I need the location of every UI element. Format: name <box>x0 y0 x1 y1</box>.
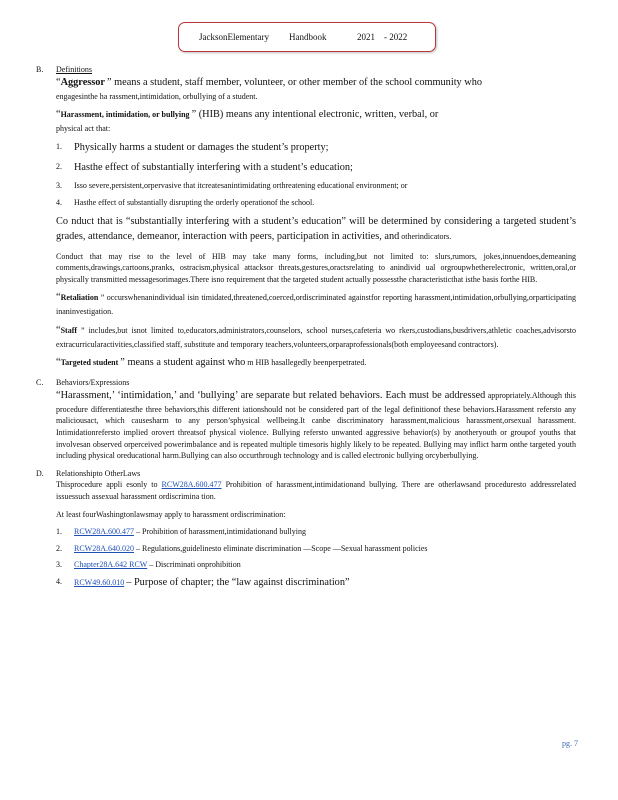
conduct-1-tail: otherindicators. <box>401 231 452 241</box>
section-d-letter: D. <box>36 468 44 478</box>
term-targeted-student: Targeted student <box>60 358 119 368</box>
section-c-letter: C. <box>36 378 44 388</box>
header-year-end: - 2022 <box>384 32 408 42</box>
def-retaliation: “Retaliation ” occurswhenanindividual isin timidated,threatened,coerced,ordiscriminated againstfor reporting harassment,intimidation,orbullying,orparticipating inaninvestigation. <box>56 292 577 317</box>
targeted-text-2: m HIB hasallegedly beenperpetrated. <box>247 358 367 368</box>
law-link[interactable]: RCW49.60.010 <box>74 577 125 587</box>
list-text: Isso severe,persistent,orpervasive that itcreatesanintimidating orthreatening educational environment; or <box>74 181 408 191</box>
header-year-start: 2021 <box>357 32 375 42</box>
aggressor-text: ” means a student, staff member, volunteer, or other member of the school community who <box>107 76 483 88</box>
relationship-text-b: Prohibition of harassment,intimidationand bullying. There are otherlawsand proceduresto addressrelated issuessuch assexual harassment ordiscrimina tion. <box>56 480 577 501</box>
term-aggressor: Aggressor <box>60 76 105 88</box>
section-b-title: Definitions <box>56 65 92 74</box>
list-number: 2. <box>56 543 62 553</box>
retaliation-text: ” occurswhenanindividual isin timidated,threatened,coerced,ordiscriminated againstfor reporting harassment,intimidation,orbullying,orparticipating inaninvestigation. <box>56 293 577 317</box>
list-item <box>56 180 576 192</box>
list-item <box>56 141 576 156</box>
conduct-1-text: Co nduct that is “substantially interfering with a student’s education” will be determined by considering a targeted student’s grades, attendance, demeanor, interaction with peers, participation in activities, and <box>56 215 576 242</box>
document-body <box>36 62 576 597</box>
law-text: – Purpose of chapter; the “law against discrimination” <box>126 576 350 588</box>
list-number: 1. <box>56 527 62 537</box>
list-text: Hasthe effect of substantially disrupting the orderly operationof the school. <box>74 198 315 208</box>
targeted-text: ” means a student against who <box>120 357 246 369</box>
term-retaliation: Retaliation <box>60 293 99 303</box>
section-b-body <box>56 76 576 372</box>
hib-text-2: physical act that: <box>56 124 111 134</box>
section-d-body <box>56 479 576 590</box>
list-number: 1. <box>56 141 62 151</box>
hib-criteria-list <box>56 141 576 209</box>
list-number: 3. <box>56 560 62 570</box>
list-item <box>56 197 576 209</box>
behaviors-paragraph <box>56 389 576 462</box>
conduct-paragraph-2: Conduct that may rise to the level of HIB may take many forms, including,but not limited to: slurs,rumors, jokes,innuendoes,demeaning comments,drawings,cartoons,pranks, ostracism,physical attacksor threats,gestures,oractsrelating to anindivid ual orgroupwhetherelectronic, written,oral,or physically transmitted messagesorimages.There isno requirement that the targeted student actually possessthe characteristicthat isthe basis forthe HIB. <box>56 251 576 284</box>
header-box <box>178 22 436 52</box>
law-text: – Prohibition of harassment,intimidationand bullying <box>136 527 306 537</box>
def-staff: “Staff ” includes,but isnot limited to,educators,administrators,counselors, school nurses,cafeteria wo rkers,custodians,busdrivers,athletic coaches,advisorsto extracurricularactivities,classified staff, substitute and temporary teachers,volunteers,orparaprofessionals(both employeesand contractors). <box>56 324 576 349</box>
def-aggressor: “Aggressor ” means a student, staff member, volunteer, or other member of the school community who engagesinthe ha rassment,intimidation, orbullying of a student. <box>56 76 483 101</box>
behaviors-lead: “Harassment,’ ‘intimidation,’ and ‘bullying’ are separate but related behaviors. Each must be addressed <box>56 389 486 401</box>
law-link[interactable]: Chapter28A.642 RCW <box>74 560 148 570</box>
section-c-heading <box>36 377 576 389</box>
list-item <box>56 543 576 555</box>
law-text: – Regulations,guidelinesto eliminate discrimination —Scope —Sexual harassment policies <box>136 543 428 553</box>
staff-text: ” includes,but isnot limited to,educators,administrators,counselors, school nurses,cafeteria wo rkers,custodians,busdrivers,athletic coaches,advisorsto extracurricularactivities,classified staff, substitute and temporary teachers,volunteers,orparaprofessionals(both employeesand contractors). <box>56 325 576 349</box>
hib-text: ” (HIB) means any intentional electronic, written, verbal, or <box>191 109 439 121</box>
term-staff: Staff <box>60 325 78 335</box>
list-number: 4. <box>56 198 62 208</box>
aggressor-text-2: engagesinthe ha rassment,intimidation, orbullying of a student. <box>56 91 258 101</box>
behaviors-text: appropriately.Although this procedure differentiatesthe three behaviors,this different iationshould not be considered part of the legal definitionof these behaviors.Harassment refersto any maliciousact, which causesharm to any person’sphysical wellbeing.It canbe discriminatory harassment,malicious harassment,orsexual harassment. Intimidationrefersto implied orovert threatsof physical violence. Bullying refersto unwanted aggressive behavior(s) by anotheryouth or groupof youths that involvesan observed orperceived powerimbalance and is repeated multiple timesoris highly likely to be repeated. Bullying may inflict harm onthe targeted youth including physical oreducational harm.Bullying can also occurthrough technology and is called electronic bullying orcyberbullying. <box>56 390 577 461</box>
section-b-letter: B. <box>36 65 44 74</box>
section-c-title: Behaviors/Expressions <box>56 378 130 388</box>
law-link[interactable]: RCW28A.640.020 <box>74 543 134 553</box>
rcw-link[interactable]: RCW28A.600.477 <box>161 480 222 490</box>
laws-intro: At least fourWashingtonlawsmay apply to harassment ordiscrimination: <box>56 509 286 519</box>
law-link[interactable]: RCW28A.600.477 <box>74 527 134 537</box>
list-item <box>56 526 576 538</box>
def-targeted-student: “Targeted student ” means a student against who m HIB hasallegedly beenperpetrated. <box>56 357 367 369</box>
list-text: Physically harms a student or damages the student’s property; <box>74 141 329 153</box>
section-b-heading <box>36 64 576 76</box>
header-school: JacksonElementary <box>199 32 269 42</box>
list-item <box>56 576 576 591</box>
list-number: 2. <box>56 161 62 171</box>
header-doc: Handbook <box>289 32 327 42</box>
laws-list <box>56 526 576 591</box>
section-d-heading <box>36 468 576 480</box>
relationship-text-a: Thisprocedure appli esonly to <box>56 480 158 490</box>
page-number: pg. 7 <box>562 739 578 748</box>
section-c-body <box>56 389 576 462</box>
hib-quote: “ <box>56 109 61 121</box>
law-text: – Discriminati onprohibition <box>149 560 241 570</box>
def-hib <box>56 108 576 135</box>
conduct-paragraph-1 <box>56 215 576 245</box>
list-text: Hasthe effect of substantially interfering with a student’s education; <box>74 161 353 173</box>
list-number: 4. <box>56 576 62 586</box>
list-item <box>56 161 576 176</box>
list-number: 3. <box>56 181 62 191</box>
relationship-paragraph <box>56 479 576 502</box>
section-d-title: Relationshipto OtherLaws <box>56 468 141 478</box>
term-hib: Harassment, intimidation, or bullying <box>60 110 190 120</box>
list-item <box>56 559 576 571</box>
